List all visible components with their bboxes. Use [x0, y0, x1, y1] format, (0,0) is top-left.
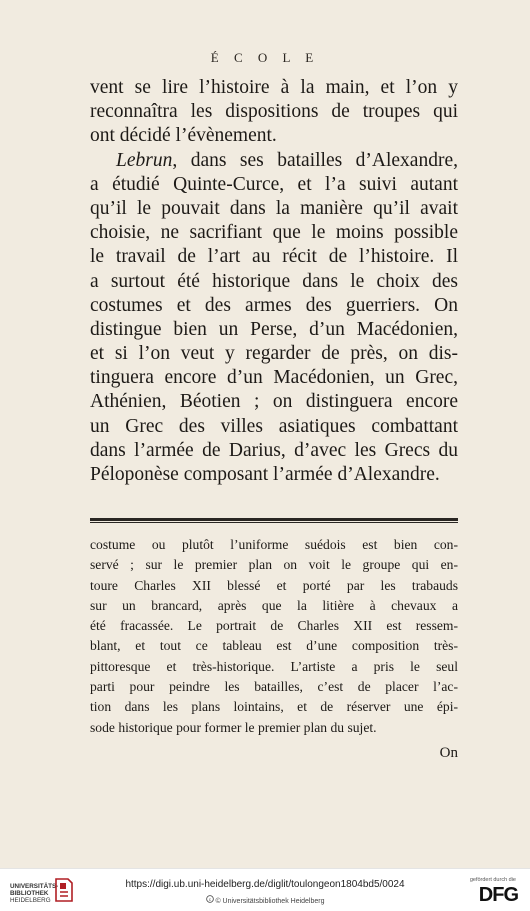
main-line: le travail de l’art au récit de l’histoire. Il — [90, 246, 458, 268]
footnote-line: sur un brancard, après que la litière à chevaux a — [90, 597, 458, 613]
footnote-line: toure Charles XII blessé et porté par les trabauds — [90, 577, 458, 593]
svg-text:c: c — [208, 896, 211, 902]
main-line: a étudié Quinte-Curce, et l’a suivi autant — [90, 173, 458, 195]
footnote-line: costume ou plutôt l’uniforme suédois est bien con- — [90, 537, 458, 552]
main-line: a surtout été historique dans le choix des — [90, 270, 458, 292]
page-url-link[interactable]: https://digi.ub.uni-heidelberg.de/diglit/toulongeon1804bd5/0024 — [125, 879, 405, 890]
main-line: un Grec des villes asiatiques combattant — [90, 415, 458, 437]
main-line: choisie, ne sacrifiant que le moins possible — [90, 222, 458, 244]
dfg-logo: DFG — [478, 884, 518, 906]
footnote-line: été fracassée. Le portrait de Charles XII est ressem- — [90, 618, 458, 634]
main-line: costumes et des armes des guerriers. On — [90, 294, 458, 316]
main-line: ont décidé l’évènement. — [90, 125, 277, 147]
lebrun-name: Lebrun — [116, 149, 173, 171]
funding-note: gefördert durch die — [469, 877, 516, 883]
creative-commons-icon — [206, 895, 214, 905]
main-line: vent se lire l’histoire à la main, et l’on y — [90, 77, 458, 98]
footnote-line: parti pour peindre les batailles, c’est de placer l’ac- — [90, 679, 458, 695]
main-text — [90, 76, 458, 487]
lebrun-rest: , dans ses batailles d’Alexandre, — [172, 149, 458, 171]
copyright-notice: c © Universitätsbibliothek Heidelberg — [0, 895, 530, 905]
main-line: et si l’on veut y regarder de près, on dis- — [90, 343, 458, 365]
footnote-line: servé ; sur le premier plan on voit le groupe qui en- — [90, 557, 458, 573]
running-title: É C O L E — [210, 50, 320, 65]
footnote-line: blant, et tout ce tableau est d’une composition très- — [90, 638, 458, 654]
main-line: dans l’armée de Darius, d’avec les Grecs du — [90, 439, 458, 461]
footnote-text — [90, 535, 458, 738]
main-line: distingue bien un Perse, d’un Macédonien, — [90, 318, 458, 340]
main-line: Péloponèse composant l’armée d’Alexandre. — [90, 464, 440, 485]
main-line: qu’il le pouvait dans la manière qu’il avait — [90, 197, 458, 219]
main-line: Athénien, Béotien ; on distinguera encore — [90, 391, 458, 413]
footnote-line: sode historique pour former le premier plan du sujet. — [90, 719, 377, 735]
viewer-footer — [0, 868, 530, 911]
catchword: On — [439, 745, 458, 761]
main-line: tinguera encore d’un Macédonien, un Grec, — [90, 367, 458, 389]
main-line-lebrun — [90, 149, 458, 173]
footnote-rule — [90, 518, 458, 523]
library-name: UNIVERSITÄTS- BIBLIOTHEK HEIDELBERG — [10, 883, 59, 904]
footnote-line: pittoresque et très-historique. L’artiste a pris le seul — [90, 658, 458, 674]
footnote-line: tion dans les plans lointains, et de réserver une épi- — [90, 699, 458, 715]
main-line: reconnaîtra les dispositions de troupes qui — [90, 101, 458, 123]
